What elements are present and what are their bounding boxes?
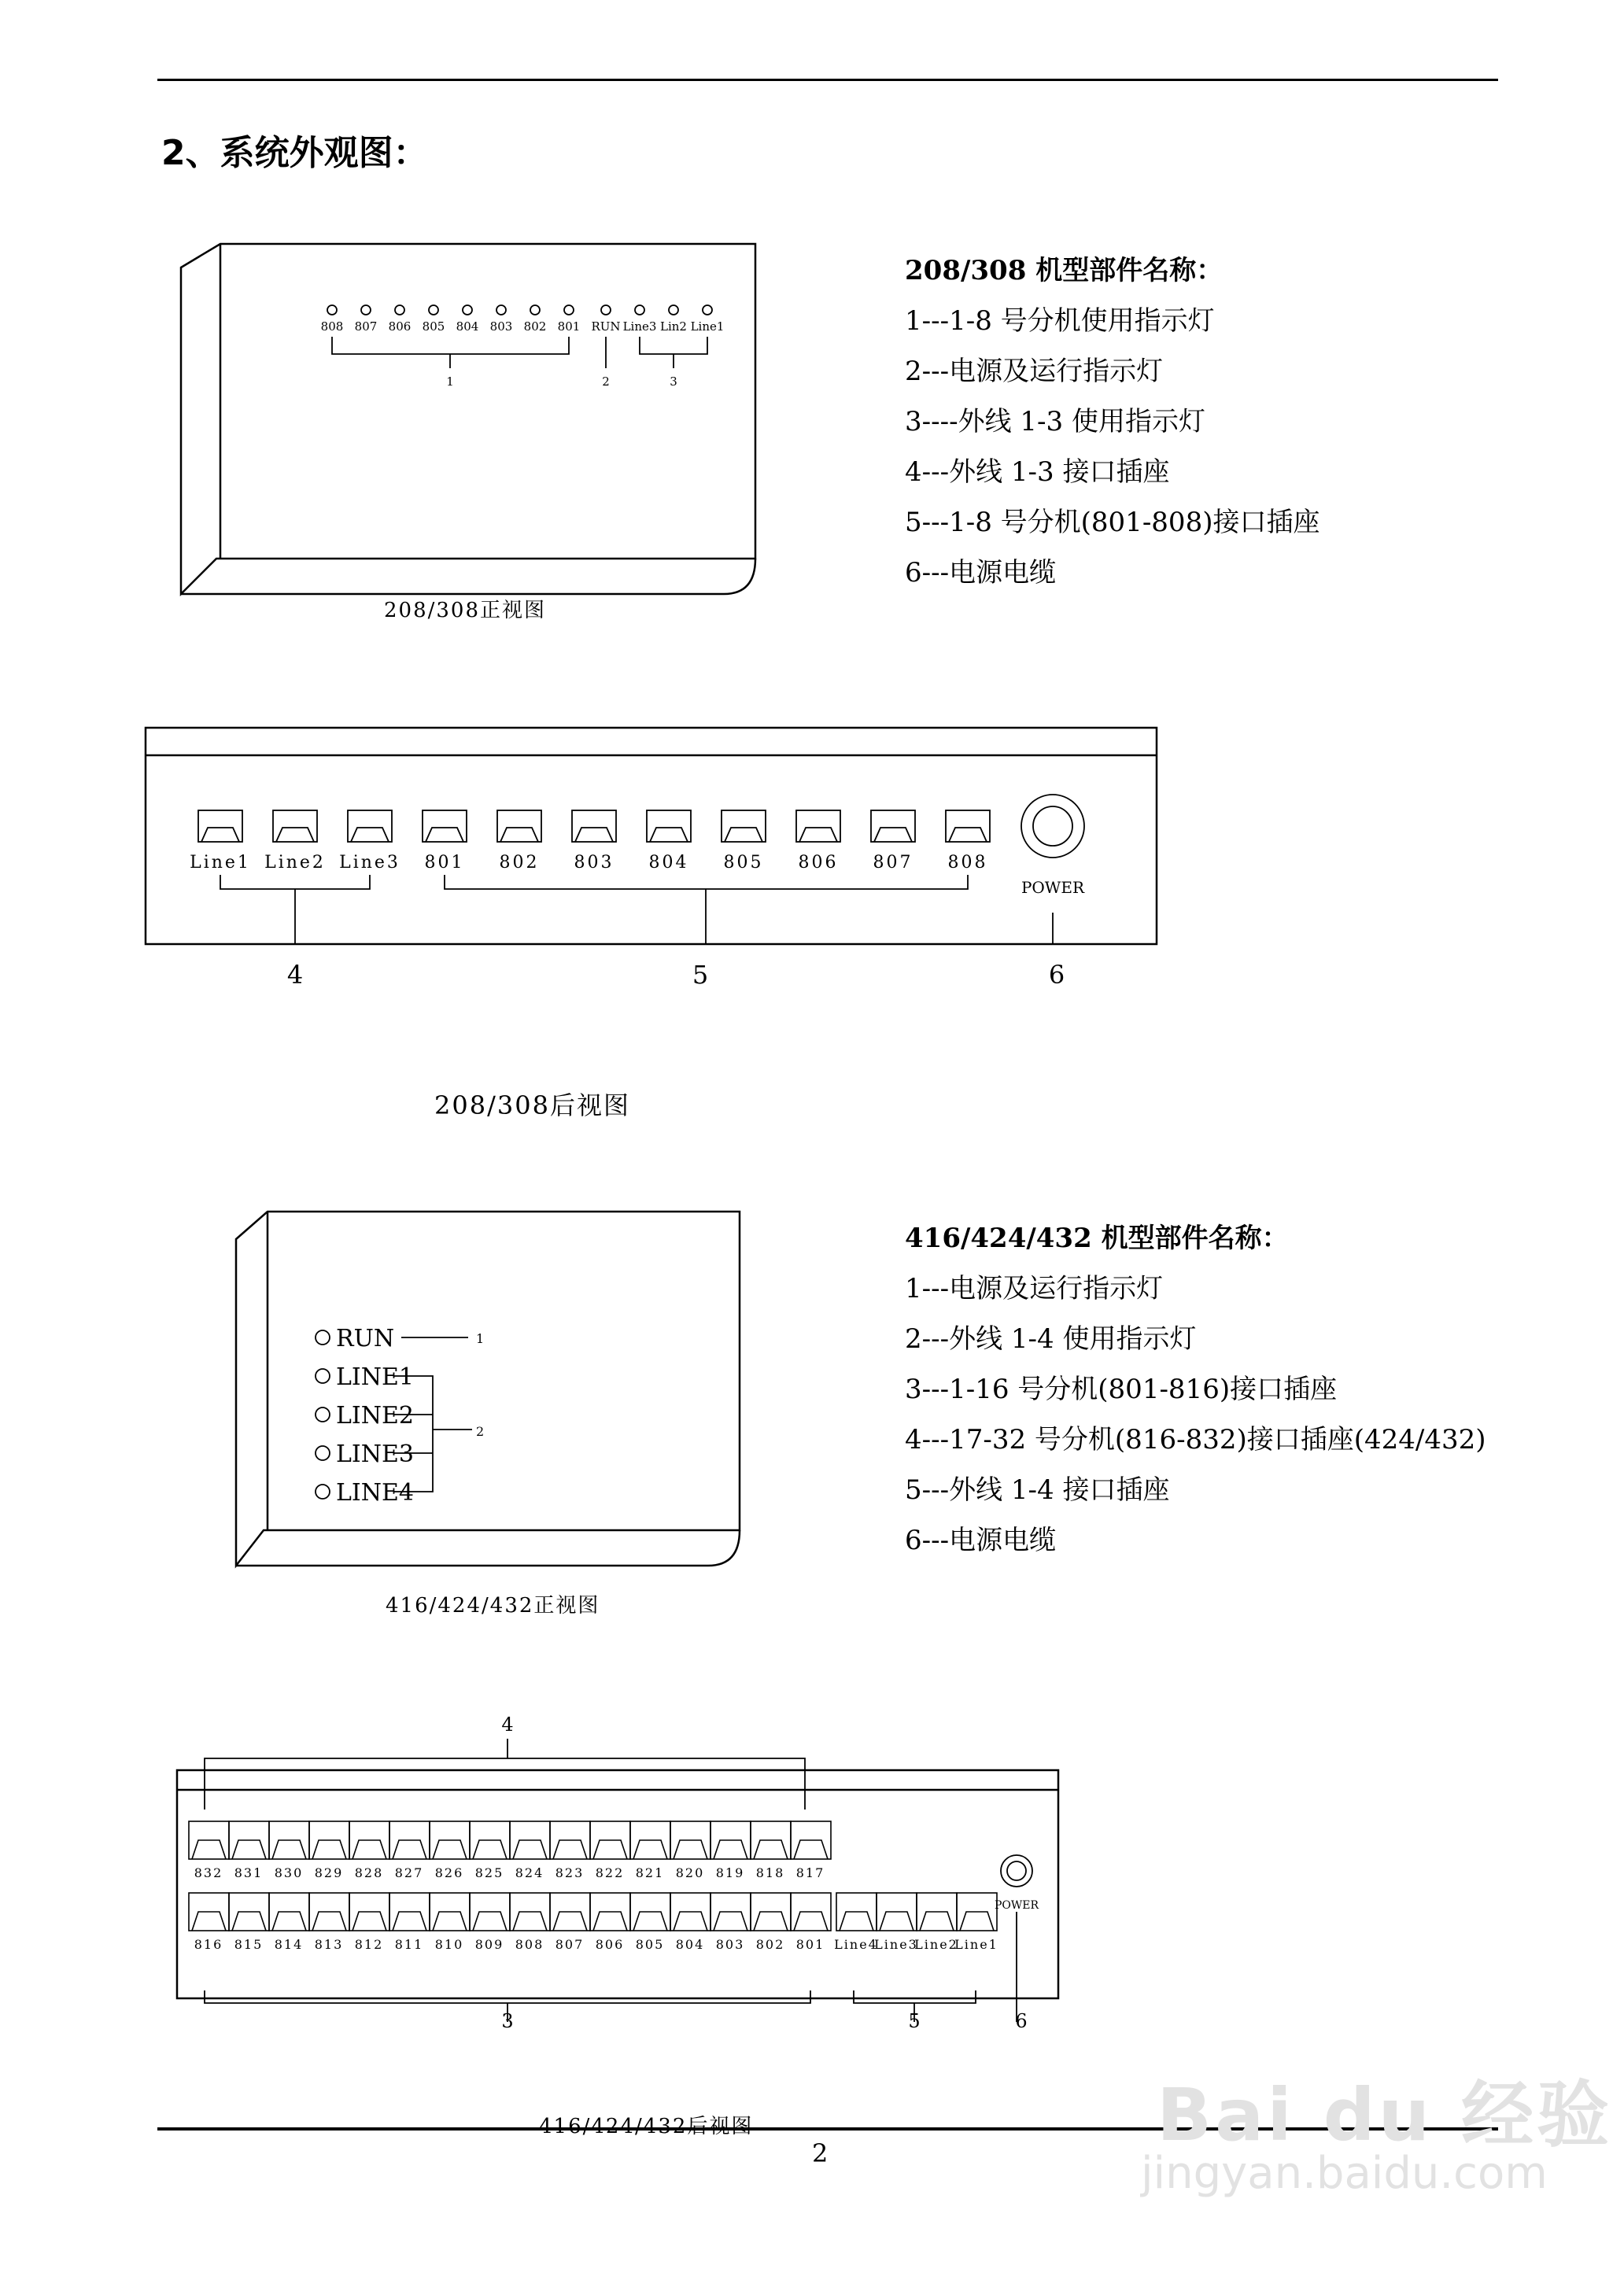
port-label: 824	[515, 1865, 544, 1880]
port-label: 805	[723, 853, 764, 872]
rj11-port	[670, 1821, 710, 1859]
port-label: 818	[755, 1865, 785, 1880]
port-label: 825	[474, 1865, 504, 1880]
led-label: RUN	[591, 319, 621, 334]
watermark-url: jingyan.baidu.com	[1141, 2148, 1548, 2199]
legend-item: 2---电源及运行指示灯	[905, 356, 1164, 387]
rj11-port	[630, 1893, 670, 1931]
port-label: Line2	[264, 853, 326, 872]
rj11-port	[550, 1893, 590, 1931]
callout-label: 4	[501, 1714, 514, 1736]
rj11-port	[590, 1821, 630, 1859]
rj11-port	[470, 1893, 510, 1931]
port-label: 829	[314, 1865, 344, 1880]
rj11-port	[348, 810, 392, 842]
rj11-port	[189, 1893, 229, 1931]
legend-item: 5---外线 1-4 接口插座	[905, 1474, 1170, 1506]
caption-rear-416: 416/424/432后视图	[539, 2115, 754, 2138]
port-label: 807	[873, 853, 914, 872]
port-label: 831	[234, 1865, 264, 1880]
port-label: Line4	[834, 1937, 878, 1952]
port-label: 803	[574, 853, 615, 872]
port-label: 817	[795, 1865, 825, 1880]
section-heading: 2、系统外观图：	[161, 133, 428, 173]
rj11-port	[309, 1821, 349, 1859]
led-label: 807	[354, 319, 378, 334]
rj11-port	[796, 810, 840, 842]
port-label: 812	[354, 1937, 384, 1952]
rj11-port	[791, 1821, 831, 1859]
rj11-port	[917, 1893, 957, 1931]
port-label: 802	[499, 853, 540, 872]
watermark-brand: Bai du 经验	[1157, 2073, 1613, 2157]
rj11-port	[273, 810, 317, 842]
callout-label: 5	[692, 960, 709, 990]
rj11-port	[877, 1893, 917, 1931]
port-label: 810	[434, 1937, 464, 1952]
callout-label: 3	[501, 2010, 514, 2030]
port-label: 814	[274, 1937, 304, 1952]
callout-label: 2	[476, 1424, 485, 1439]
led-label: 803	[489, 319, 513, 334]
callout-label: 6	[1015, 2010, 1028, 2030]
callout-label: 5	[908, 2010, 921, 2030]
port-label: 820	[675, 1865, 705, 1880]
port-label: 821	[635, 1865, 665, 1880]
callout-label: 2	[602, 374, 610, 389]
led-label: 802	[523, 319, 547, 334]
rj11-port	[189, 1821, 229, 1859]
power-label: POWER	[1021, 878, 1085, 897]
legend-title: 416/424/432 机型部件名称：	[905, 1223, 1289, 1254]
rj11-port	[470, 1821, 510, 1859]
port-label: Line3	[874, 1937, 918, 1952]
port-label: 808	[947, 853, 988, 872]
rj11-port	[550, 1821, 590, 1859]
port-label: 811	[394, 1937, 424, 1952]
rj11-port	[389, 1821, 430, 1859]
rj11-port	[791, 1893, 831, 1931]
legend-item: 2---外线 1-4 使用指示灯	[905, 1323, 1197, 1355]
caption-rear-208-308: 208/308后视图	[434, 1090, 630, 1120]
port-label: 806	[595, 1937, 625, 1952]
power-cable-inner	[1033, 806, 1072, 846]
rj11-port	[836, 1893, 877, 1931]
led-label: 804	[456, 319, 479, 334]
port-label: 828	[354, 1865, 384, 1880]
port-label: Line3	[339, 853, 400, 872]
legend-item: 1---1-8 号分机使用指示灯	[905, 305, 1215, 337]
rj11-port	[630, 1821, 670, 1859]
led-label: 805	[422, 319, 445, 334]
rj11-port	[269, 1893, 309, 1931]
rj11-port	[722, 810, 766, 842]
callout-label: 1	[446, 374, 454, 389]
legend-item: 6---电源电缆	[905, 557, 1057, 588]
rj11-port	[590, 1893, 630, 1931]
led-label: RUN	[336, 1325, 395, 1352]
port-label: 805	[635, 1937, 665, 1952]
rj11-port	[670, 1893, 710, 1931]
port-label: Line1	[190, 853, 251, 872]
legend-item: 4---17-32 号分机(816-832)接口插座(424/432)	[905, 1424, 1486, 1455]
led-label: LINE1	[336, 1363, 415, 1391]
rj11-port	[710, 1893, 751, 1931]
legend-item: 3---1-16 号分机(801-816)接口插座	[905, 1374, 1338, 1405]
port-label: 823	[555, 1865, 585, 1880]
power-label: POWER	[994, 1899, 1039, 1912]
caption-front-208-308: 208/308正视图	[384, 599, 547, 622]
legend-208-308	[905, 245, 1320, 598]
rear-view-208-308	[142, 724, 1164, 991]
legend-title: 208/308 机型部件名称：	[905, 255, 1224, 286]
led-label: LINE3	[336, 1441, 415, 1468]
legend-item: 5---1-8 号分机(801-808)接口插座	[905, 507, 1320, 538]
rj11-port	[572, 810, 616, 842]
rj11-port	[751, 1821, 791, 1859]
page-number: 2	[812, 2138, 829, 2168]
led-label: 801	[557, 319, 581, 334]
rj11-port	[309, 1893, 349, 1931]
rear-view-416-424-432	[173, 1676, 1078, 2030]
port-label: 816	[194, 1937, 223, 1952]
port-label: 802	[755, 1937, 785, 1952]
power-cable-inner	[1007, 1861, 1026, 1880]
legend-item: 1---电源及运行指示灯	[905, 1273, 1164, 1304]
port-label: Line2	[914, 1937, 958, 1952]
rj11-port	[957, 1893, 997, 1931]
port-label: 801	[795, 1937, 825, 1952]
callout-label: 3	[670, 374, 677, 389]
port-label: 832	[194, 1865, 223, 1880]
rj11-port	[871, 810, 915, 842]
port-label: 807	[555, 1937, 585, 1952]
legend-item: 4---外线 1-3 接口插座	[905, 456, 1170, 488]
port-label: 822	[595, 1865, 625, 1880]
legend-item: 3----外线 1-3 使用指示灯	[905, 406, 1205, 437]
rj11-port	[269, 1821, 309, 1859]
port-label: 813	[314, 1937, 344, 1952]
port-label: 826	[434, 1865, 464, 1880]
led-label: Line3	[622, 319, 657, 334]
rj11-port	[229, 1821, 269, 1859]
led-label: LINE2	[336, 1402, 415, 1430]
port-label: 806	[798, 853, 839, 872]
led-label: Line1	[690, 319, 725, 334]
rj11-port	[647, 810, 691, 842]
led-label: 806	[388, 319, 412, 334]
port-label: 801	[424, 853, 465, 872]
callout-label: 6	[1048, 960, 1065, 990]
port-label: 809	[474, 1937, 504, 1952]
power-cable-outer	[1001, 1855, 1032, 1887]
rj11-port	[423, 810, 467, 842]
rj11-port	[229, 1893, 269, 1931]
top-rule	[157, 79, 1498, 81]
rj11-port	[710, 1821, 751, 1859]
rj11-port	[751, 1893, 791, 1931]
rj11-port	[510, 1821, 550, 1859]
port-label: 827	[394, 1865, 424, 1880]
led-label: 808	[320, 319, 344, 334]
port-label: 819	[715, 1865, 745, 1880]
callout-label: 4	[286, 960, 304, 990]
rj11-port	[510, 1893, 550, 1931]
led-label: Lin2	[660, 319, 687, 334]
callout-label: 1	[476, 1331, 485, 1346]
rj11-port	[389, 1893, 430, 1931]
rj11-port	[349, 1893, 389, 1931]
rj11-port	[946, 810, 990, 842]
power-cable-outer	[1021, 795, 1084, 858]
port-label: 804	[648, 853, 689, 872]
rj11-port	[349, 1821, 389, 1859]
port-label: Line1	[954, 1937, 998, 1952]
legend-416-424-432	[905, 1213, 1486, 1566]
caption-front-416: 416/424/432正视图	[386, 1594, 600, 1618]
port-label: 830	[274, 1865, 304, 1880]
led-label: LINE4	[336, 1479, 415, 1507]
port-label: 804	[675, 1937, 705, 1952]
front-view-208-308	[173, 228, 771, 598]
front-view-416-424-432	[228, 1208, 763, 1577]
legend-item: 6---电源电缆	[905, 1525, 1057, 1556]
rj11-port	[430, 1821, 470, 1859]
rj11-port	[430, 1893, 470, 1931]
rj11-port	[497, 810, 541, 842]
port-label: 803	[715, 1937, 745, 1952]
rj11-port	[198, 810, 242, 842]
port-label: 808	[515, 1937, 544, 1952]
port-label: 815	[234, 1937, 264, 1952]
